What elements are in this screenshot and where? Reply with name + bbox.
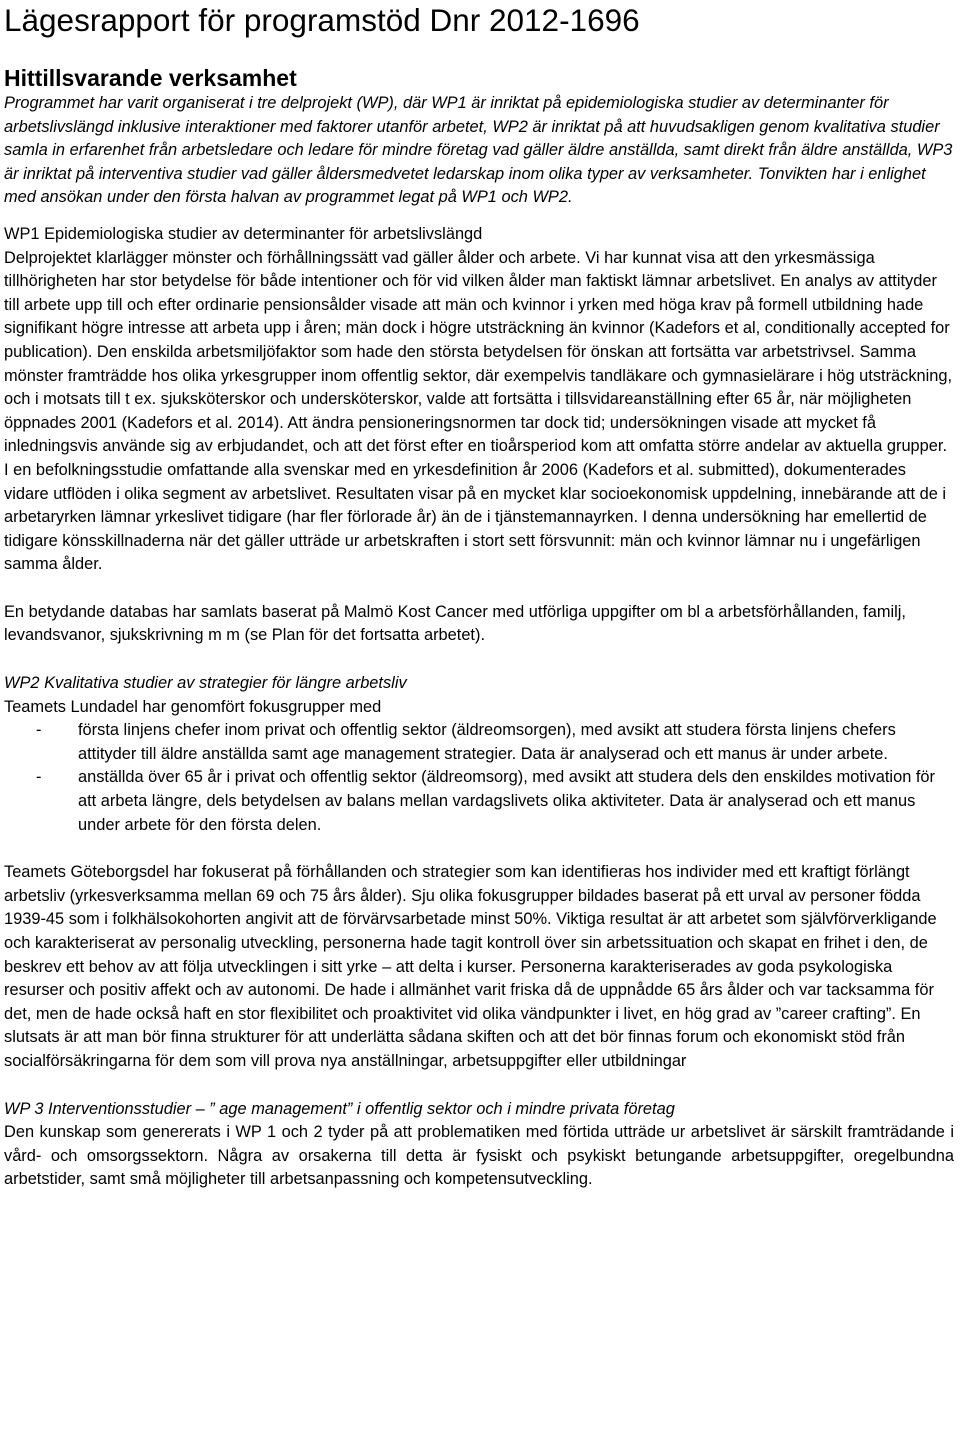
bullet-dash: -	[36, 721, 42, 740]
wp3-heading: WP 3 Interventionsstudier – ” age management” i offentlig sektor och i mindre privata företag	[4, 1099, 675, 1118]
wp2-bullet-list	[4, 719, 954, 837]
wp1-body-paragraph: Delprojektet klarlägger mönster och förhållningssätt vad gäller ålder och arbete. Vi har kunnat visa att den yrkesmässiga tillhörigheten har stor betydelse för både intentioner och för vid vilken ålder man faktiskt lämnar arbetslivet. En analys av attityder till arbete upp till och efter ordinarie pensionsålder visade att män och kvinnor i yrken med höga krav på formell utbildning hade signifikant högre intresse att arbeta upp i åren; män dock i högre utsträckning än kvinnor (Kadefors et al, conditionally accepted for publication). Den enskilda arbetsmiljöfaktor som hade den största betydelsen för önskan att fortsätta var arbetstrivsel. Samma mönster framträdde hos olika yrkesgrupper inom offentlig sektor, där exempelvis tandläkare och gymnasielärare i hög utsträckning, och i motsats till t ex. sjuksköterskor och undersköterskor, valde att fortsätta i tillsvidareanställning efter 65 år, när möjligheten öppnades 2001 (Kadefors et al. 2014). Att ändra pensioneringsnormen tar dock tid; undersökningen visade att mycket få inledningsvis använde sig av erbjudandet, och att det först efter en tioårsperiod kom att omfatta större andelar av aktuella grupper. I en befolkningsstudie omfattande alla svenskar med en yrkesdefinition år 2006 (Kadefors et al. submitted), dokumenterades vidare utflöden i olika segment av arbetslivet. Resultaten visar på en mycket klar socioekonomisk uppdelning, innebärande att de i arbetaryrken lämnar yrkeslivet tidigare (har fler förlorade år) än de i tjänstemannayrken. I denna undersökning har emellertid de tidigare könsskillnaderna när det gäller utträde ur arbetskraften i stort sett försvunnit: män och kvinnor lämnar nu i ungefärligen samma ålder.	[4, 248, 953, 574]
document-title: Lägesrapport för programstöd Dnr 2012-1696	[4, 2, 640, 38]
intro-paragraph: Programmet har varit organiserat i tre delprojekt (WP), där WP1 är inriktat på epidemiologiska studier av determinanter för arbetslivslängd inklusive interaktioner med faktorer utanför arbetet, WP2 är inriktat på att huvudsakligen genom kvalitativa studier samla in erfarenhet från arbetsledare och ledare för mindre företag vad gäller äldre anställda, samt direkt från äldre anställda, WP3 är inriktat på interventiva studier vad gäller åldersmedvetet ledarskap inom olika typer av verksamheter. Tonvikten har i enlighet med ansökan under den första halvan av programmet legat på WP1 och WP2.	[4, 94, 953, 207]
wp2-goteborg-paragraph: Teamets Göteborgsdel har fokuserat på förhållanden och strategier som kan identifieras hos individer med ett kraftigt förlängt arbetsliv (yrkesverksamma mellan 69 och 75 års ålder). Sju olika fokusgrupper bildades baserat på ett urval av personer födda 1939-45 som i folkhälsokohorten angivit att de förvärvsarbetade minst 50%. Viktiga resultat är att arbetet som självförverkligande och karakteriserat av personalig utveckling, personerna hade tagit kontroll över sin arbetssituation och skapat en frihet i den, de beskrev ett behov av att följa utvecklingen i sitt yrke – att delta i kurser. Personerna karakteriserades av goda psykologiska resurser och positiv affekt och av autonomi. De hade i allmänhet varit friska då de uppnådde 65 års ålder och var tacksamma för det, men de hade också haft en stor flexibilitet och proaktivitet vid olika vändpunkter i livet, en hög grad av ”career crafting”. En slutsats är att man bör finna strukturer för att underlätta sådana skiften och att det bör finnas forum och ekonomiskt stöd från socialförsäkringarna för dem som vill prova nya anställningar, arbetsuppgifter eller utbildningar	[4, 863, 937, 1070]
wp1-heading: WP1 Epidemiologiska studier av determinanter för arbetslivslängd	[4, 224, 483, 243]
wp3-body-paragraph: Den kunskap som genererats i WP 1 och 2 tyder på att problematiken med förtida utträde ur arbetslivet är särskilt framträdande i vård- och omsorgssektorn. Några av orsakerna till detta är fysiskt och psykiskt betungande arbetsuppgifter, oregelbundna arbetstider, samt små möjligheter till arbetsanpassning och kompetensutveckling.	[4, 1123, 954, 1189]
section-heading: Hittillsvarande verksamhet	[4, 65, 297, 91]
wp1-database-paragraph: En betydande databas har samlats baserat på Malmö Kost Cancer med utförliga uppgifter om bl a arbetsförhållanden, familj, levandsvanor, sjukskrivning m m (se Plan för det fortsatta arbetet).	[4, 602, 906, 645]
bullet-text: anställda över 65 år i privat och offentlig sektor (äldreomsorg), med avsikt att studera dels den enskildes motivation för att arbeta längre, dels betydelsen av balans mellan vardagslivets olika aktiviteter. Data är analyserad och ett manus under arbete för den första delen.	[78, 768, 935, 834]
list-item	[4, 766, 954, 837]
wp2-lead-paragraph: Teamets Lundadel har genomfört fokusgrupper med	[4, 697, 382, 716]
document-page	[4, 0, 954, 1192]
bullet-text: första linjens chefer inom privat och offentlig sektor (äldreomsorgen), med avsikt att studera första linjens chefers attityder till äldre anställda samt age management strategier. Data är analyserad och ett manus är under arbete.	[78, 721, 896, 763]
list-item	[4, 719, 954, 766]
wp2-heading: WP2 Kvalitativa studier av strategier för längre arbetsliv	[4, 674, 407, 693]
bullet-dash: -	[36, 768, 42, 787]
